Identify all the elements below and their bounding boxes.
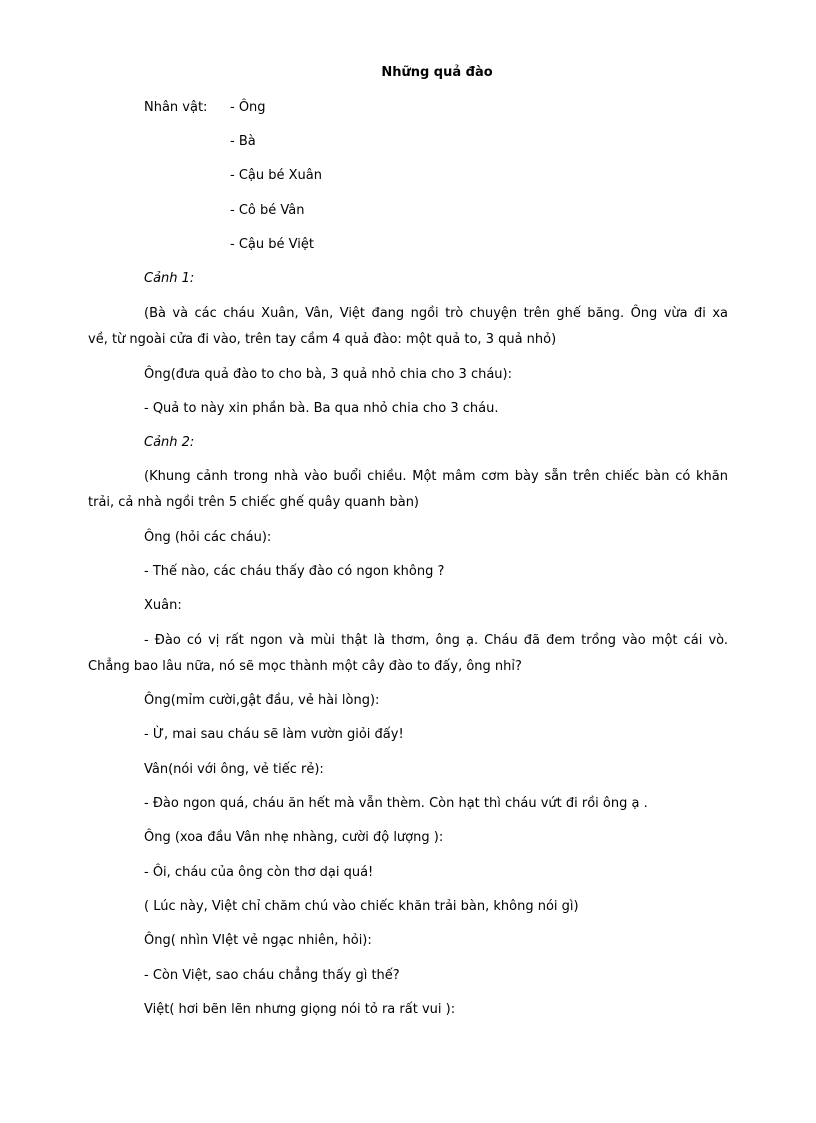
cast-member: - Ông	[230, 100, 266, 115]
speaker-line: Ông (xoa đầu Vân nhẹ nhàng, cười độ lượng ):	[144, 830, 444, 845]
scene-heading: Cảnh 1:	[144, 271, 195, 286]
speaker-line: Ông(mỉm cười,gật đầu, vẻ hài lòng):	[144, 693, 380, 708]
dialogue-line: - Thế nào, các cháu thấy đào có ngon không ?	[144, 564, 445, 579]
dialogue-line: Chẳng bao lâu nữa, nó sẽ mọc thành một cây đào to đấy, ông nhỉ?	[88, 659, 522, 674]
stage-direction: trải, cả nhà ngồi trên 5 chiếc ghế quây quanh bàn)	[88, 495, 420, 510]
speaker-line: Xuân:	[144, 598, 182, 613]
stage-direction: (Khung cảnh trong nhà vào buổi chiều. Một mâm cơm bày sẵn trên chiếc bàn có khăn	[144, 469, 728, 484]
cast-label: Nhân vật:	[144, 100, 208, 115]
stage-direction: (Bà và các cháu Xuân, Vân, Việt đang ngồi trò chuyện trên ghế băng. Ông vừa đi xa	[144, 306, 728, 321]
dialogue-line: - Ừ, mai sau cháu sẽ làm vườn giỏi đấy!	[144, 727, 404, 742]
cast-member: - Cô bé Vân	[230, 203, 305, 218]
cast-member: - Cậu bé Việt	[230, 237, 314, 252]
stage-direction: về, từ ngoài cửa đi vào, trên tay cầm 4 quả đào: một quả to, 3 quả nhỏ)	[88, 332, 557, 347]
speaker-line: Việt( hơi bẽn lẽn nhưng giọng nói tỏ ra rất vui ):	[144, 1002, 456, 1017]
stage-direction: ( Lúc này, Việt chỉ chăm chú vào chiếc khăn trải bàn, không nói gì)	[144, 899, 579, 914]
cast-member: - Cậu bé Xuân	[230, 168, 322, 183]
dialogue-line: - Ôi, cháu của ông còn thơ dại quá!	[144, 865, 374, 880]
speaker-line: Ông (hỏi các cháu):	[144, 530, 272, 545]
dialogue-line: - Đào có vị rất ngon và mùi thật là thơm, ông ạ. Cháu đã đem trồng vào một cái vò.	[144, 633, 728, 648]
dialogue-line: - Quả to này xin phần bà. Ba qua nhỏ chia cho 3 cháu.	[144, 401, 499, 416]
scene-heading: Cảnh 2:	[144, 435, 195, 450]
cast-member: - Bà	[230, 134, 256, 149]
speaker-line: Ông( nhìn VIệt vẻ ngạc nhiên, hỏi):	[144, 933, 372, 948]
dialogue-line: - Đào ngon quá, cháu ăn hết mà vẫn thèm. Còn hạt thì cháu vứt đi rồi ông ạ .	[144, 796, 648, 811]
speaker-line: Ông(đưa quả đào to cho bà, 3 quả nhỏ chia cho 3 cháu):	[144, 367, 512, 382]
dialogue-line: - Còn Việt, sao cháu chẳng thấy gì thế?	[144, 968, 400, 983]
speaker-line: Vân(nói với ông, vẻ tiếc rẻ):	[144, 762, 324, 777]
document-title: Những quả đào	[381, 65, 493, 80]
